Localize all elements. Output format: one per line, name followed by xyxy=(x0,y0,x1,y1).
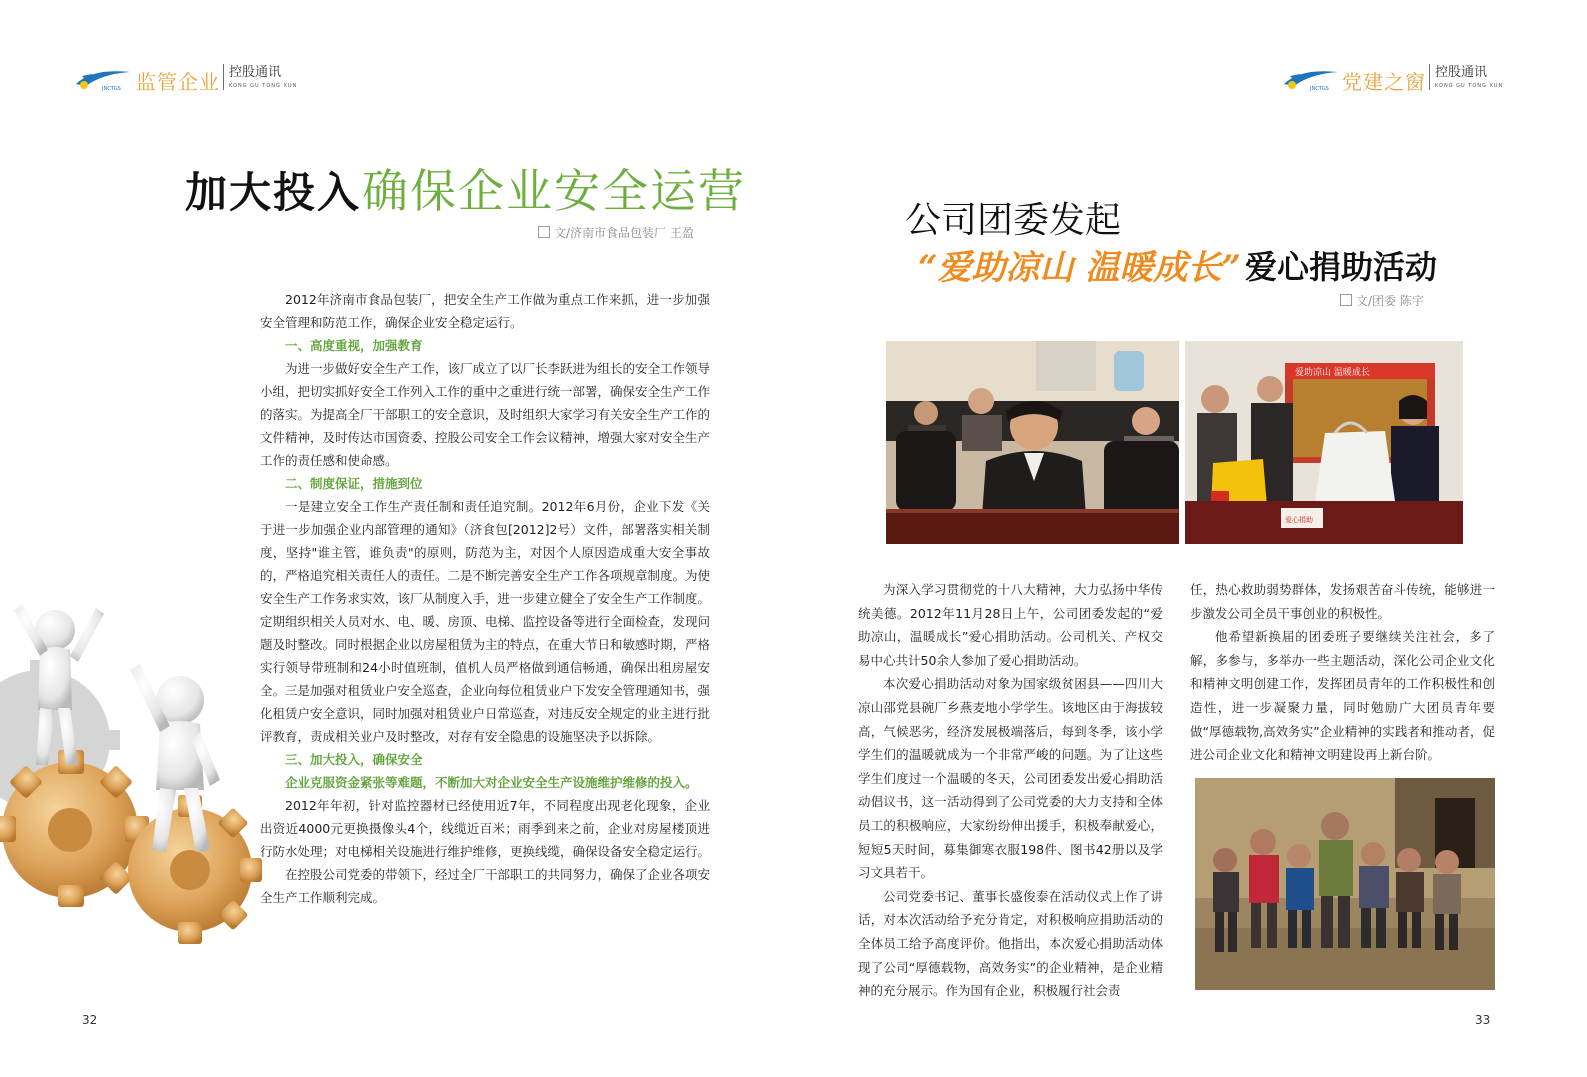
svg-text:JNCTGS: JNCTGS xyxy=(102,86,121,92)
publication-logo-icon xyxy=(72,64,132,92)
right-paragraph: 本次爱心捐助活动对象为国家级贫困县——四川大凉山邵党县碗厂乡燕麦地小学学生。该地区由于海拔较高，气候恶劣，经济发展极端落后，每到冬季，该小学学生们的温暖就成为一个非常严峻的问题。为了让这些学生们度过一个温暖的冬天，公司团委发出爱心捐助活动倡议书，这一活动得到了公司党委的大力支持和全体员工的积极响应，大家纷纷伸出援手，积极奉献爱心，短短5天时间，募集御寒衣服198件、图书42册以及学习文具若干。 xyxy=(858,676,1163,881)
left-section-heading: 二、制度保证，措施到位 xyxy=(285,476,423,491)
gears-figures-illustration xyxy=(0,590,290,980)
right-paragraph: 任，热心救助弱势群体，发扬艰苦奋斗传统，能够进一步激发公司全员干事创业的积极性。 xyxy=(1190,582,1495,621)
right-paragraph: 为深入学习贯彻党的十八大精神，大力弘扬中华传统美德。2012年11月28日上午，公司团委发起的“爱助凉山，温暖成长”爱心捐助活动。公司机关、产权交易中心共计50余人参加了爱心捐助活动。 xyxy=(858,582,1163,668)
right-page-number: 33 xyxy=(1475,1013,1491,1027)
left-article-byline xyxy=(538,224,694,241)
meeting-photo xyxy=(886,341,1179,544)
header-section-title: 监管企业 xyxy=(136,70,220,94)
header-divider xyxy=(223,64,224,90)
left-byline-text: 文/济南市食品包装厂 王盈 xyxy=(554,226,694,240)
header-publication-pinyin: KONG GU TONG XUN xyxy=(1435,83,1504,89)
byline-box-icon xyxy=(1340,294,1352,306)
banner-text: 爱助凉山 温暖成长 xyxy=(1295,368,1370,378)
right-byline-text: 文/团委 陈宇 xyxy=(1356,294,1424,308)
donation-photo xyxy=(1185,341,1463,544)
right-article-title-line1: 公司团委发起 xyxy=(905,200,1122,241)
left-section-heading: 企业克服资金紧张等难题，不断加大对企业安全生产设施维护维修的投入。 xyxy=(285,775,698,790)
publication-logo-icon xyxy=(1280,64,1340,92)
left-paragraph: 2012年年初，针对监控器材已经使用近7年，不同程度出现老化现象，企业出资近4000元更换摄像头4个，线缆近百米；雨季到来之前，企业对房屋楼顶进行防水处理；对电梯相关设施进行维护维修，更换线缆，确保设备安全稳定运行。 xyxy=(260,798,711,859)
left-section-heading: 三、加大投入，确保安全 xyxy=(285,752,423,767)
left-article-body xyxy=(260,288,710,909)
header-section-title: 党建之窗 xyxy=(1342,70,1426,94)
right-paragraph: 公司党委书记、董事长盛俊泰在活动仪式上作了讲话，对本次活动给予充分肯定，对积极响应捐助活动的全体员工给予高度评价。他指出，本次爱心捐助活动体现了公司“厚德载物，高效务实”的企业精神，是企业精神的充分展示。作为国有企业，积极履行社会责 xyxy=(858,888,1163,999)
left-paragraph: 为进一步做好安全生产工作，该厂成立了以厂长李跃进为组长的安全工作领导小组，把切实抓好安全工作列入工作的重中之重进行统一部署，确保安全生产工作的落实。为提高全厂干部职工的安全意识，及时组织大家学习有关安全生产工作的文件精神，及时传达市国资委、控股公司安全工作会议精神，增强大家对安全生产工作的责任感和使命感。 xyxy=(260,361,711,468)
left-article-title-part2: 确保企业安全运营 xyxy=(362,164,746,218)
header-publication-pinyin: KONG GU TONG XUN xyxy=(229,83,298,89)
header-divider xyxy=(1429,64,1430,90)
left-paragraph: 在控股公司党委的带领下，经过全厂干部职工的共同努力，确保了企业各项安全生产工作顺利完成。 xyxy=(260,867,711,905)
left-paragraph: 一是建立安全工作生产责任制和责任追究制。2012年6月份，企业下发《关于进一步加强企业内部管理的通知》（济食包[2012]2号）文件，部署落实相关制度，坚持"谁主管，谁负责"的原则，防范为主，对因个人原因造成重大安全事故的，严格追究相关责任人的责任。二是不断完善安全生产工作各项规章制度。为使安全生产工作务求实效，该厂从制度入手，进一步建立健全了安全生产工作制度。定期组织相关人员对水、电、暖、房顶、电梯、监控设备等进行全面检查，发现问题及时整改。同时根据企业以房屋租赁为主的特点，在重大节日和敏感时期，严格实行领导带班制和24小时值班制，值机人员严格做到通信畅通，确保出租房屋安全。三是加强对租赁业户安全巡查，企业向每位租赁业户下发安全管理通知书，强化租赁户安全意识，同时加强对租赁业户日常巡查，对违反安全规定的业主进行批评教育，责成相关业户及时整改，对存有安全隐患的设施坚决予以拆除。 xyxy=(260,499,711,744)
right-article-title-quoted: “爱助凉山 温暖成长” xyxy=(918,248,1241,288)
left-page-number: 32 xyxy=(82,1013,98,1027)
left-paragraph: 2012年济南市食品包装厂，把安全生产工作做为重点工作来抓，进一步加强安全管理和防范工作，确保企业安全稳定运行。 xyxy=(260,292,710,330)
right-paragraph: 他希望新换届的团委班子要继续关注社会，多了解，多参与，多举办一些主题活动，深化公司企业文化和精神文明创建工作，发挥团员青年的工作积极性和创造性，进一步凝聚力量，同时勉励广大团员青年要做“厚德载物,高效务实”企业精神的实践者和推动者，促进公司企业文化和精神文明建设再上新台阶。 xyxy=(1190,629,1495,763)
svg-text:JNCTGS: JNCTGS xyxy=(1310,86,1329,92)
left-section-heading: 一、高度重视，加强教育 xyxy=(285,338,423,353)
table-sign-text: 爱心捐助 xyxy=(1285,516,1313,524)
right-article-column-2 xyxy=(1190,578,1495,767)
header-publication-name: 控股通讯 xyxy=(229,65,282,80)
left-article-title-part1: 加大投入 xyxy=(185,168,362,217)
right-article-title-rest: 爱心捐助活动 xyxy=(1245,248,1438,286)
header-publication-name: 控股通讯 xyxy=(1435,65,1488,80)
right-article-column-1 xyxy=(858,578,1163,1003)
children-photo xyxy=(1195,778,1495,990)
right-article-byline xyxy=(1340,292,1424,309)
byline-box-icon xyxy=(538,226,550,238)
